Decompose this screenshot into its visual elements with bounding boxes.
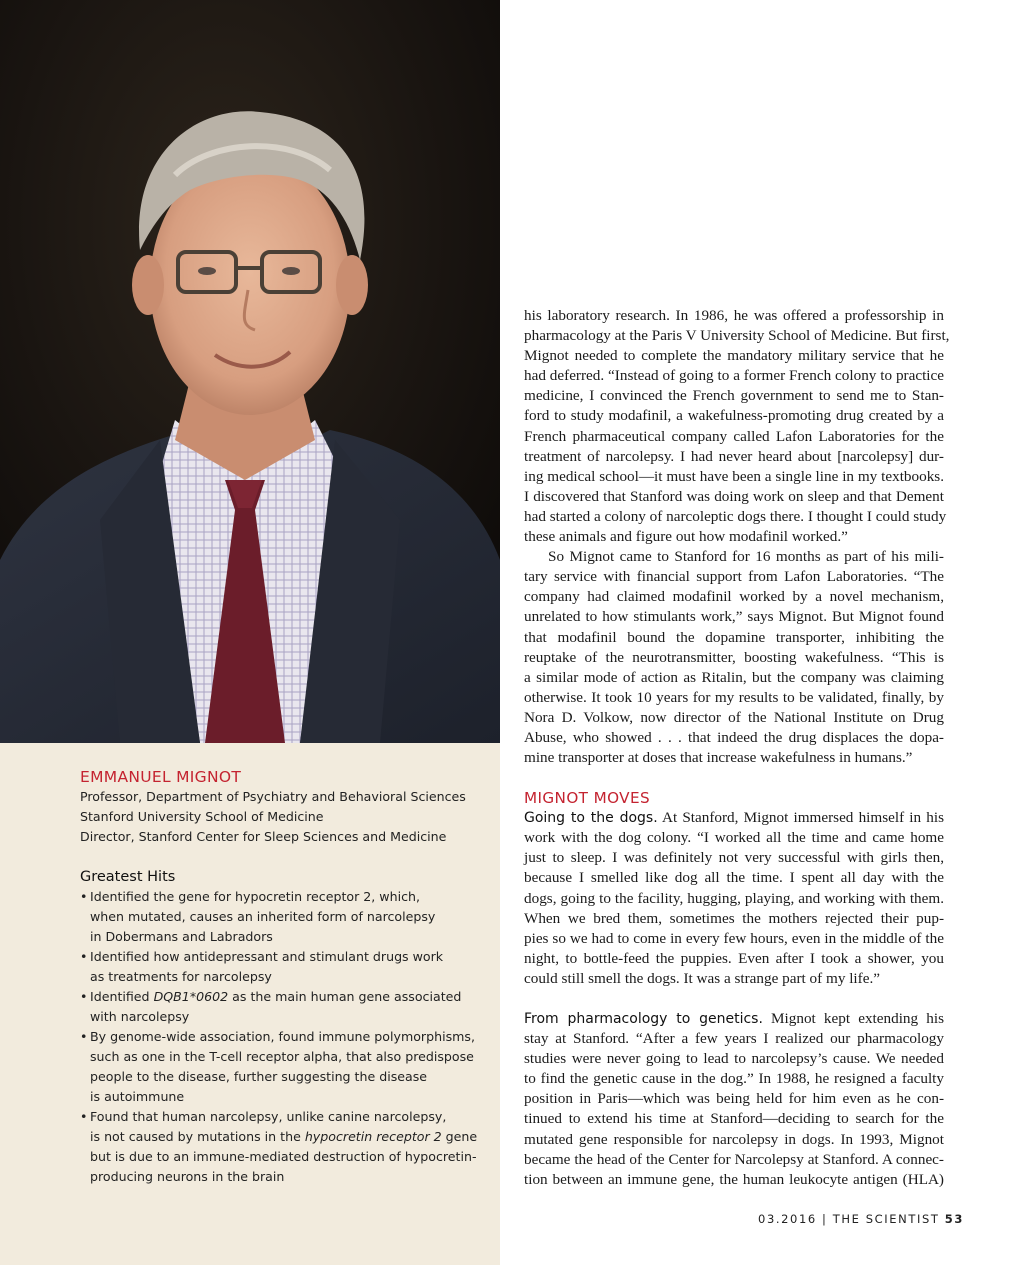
hit-item-continued: people to the disease, further suggesting the disease [90, 1069, 428, 1084]
text-line: ing medical school—it must have been a single line in my textbooks. [524, 467, 944, 485]
hit-item-continued: when mutated, causes an inherited form of narcolepsy [90, 909, 436, 924]
article-column [524, 306, 950, 1190]
text-line: became the head of the Center for Narcolepsy at Stanford. A connec- [524, 1150, 944, 1168]
text-line: because I smelled like dog all the time. I spent all day with the [524, 869, 944, 887]
text-line: tary service with financial support from Lafon Laboratories. “The [524, 568, 944, 586]
subsection-pharmacology-to-genetics [524, 1029, 944, 1190]
text-line: unrelated to how stimulants work,” says Mignot. But Mignot found [524, 608, 944, 626]
text-line: Nora D. Volkow, now director of the National Institute on Drug [524, 708, 944, 726]
text-line: work with the dog colony. “I worked all the time and came home [524, 829, 944, 847]
text-line: had deferred. “Instead of going to a former French colony to practice [524, 367, 944, 385]
text-line: his laboratory research. In 1986, he was offered a professorship in [524, 307, 944, 324]
profile-role: Director, Stanford Center for Sleep Sciences and Medicine [80, 829, 447, 844]
hit-item: • Identified the gene for hypocretin receptor 2, which, [80, 887, 480, 907]
portrait-photo [0, 0, 500, 743]
hit-item-continued: in Dobermans and Labradors [90, 929, 273, 944]
page-number: 53 [944, 1212, 964, 1226]
text-line: otherwise. It took 10 years for my results to be validated, finally, by [524, 688, 944, 706]
text-line: pharmacology at the Paris V University School of Medicine. But first, [524, 327, 950, 345]
text-line: night, to bottle-feed the puppies. Even after I took a shower, you [524, 949, 944, 967]
portrait-illustration [0, 0, 500, 743]
text-line: From pharmacology to genetics. Mignot kept extending his [524, 1010, 944, 1027]
hit-item: • Identified how antidepressant and stimulant drugs work [80, 947, 480, 967]
bullet-icon: • [80, 1109, 88, 1124]
bullet-icon: • [80, 949, 88, 964]
text-line: tion between an immune gene, the human leukocyte antigen (HLA) [524, 1170, 944, 1188]
text-line: these animals and figure out how modafinil worked.” [524, 528, 848, 546]
gene-name: DQB1*0602 [153, 989, 229, 1004]
hit-item-continued: as treatments for narcolepsy [90, 969, 272, 984]
text-line: French pharmaceutical company called Lafon Laboratories for the [524, 427, 944, 445]
text-line: tinued to extend his time at Stanford—deciding to search for the [524, 1110, 944, 1128]
text-line: I discovered that Stanford was doing work on sleep and that Dement [524, 487, 944, 505]
text-line: mine transporter at doses that increase wakefulness in humans.” [524, 749, 913, 767]
text-line: Mignot needed to complete the mandatory military service that he [524, 347, 944, 365]
text-line: position in Paris—which was being held for him even as he con- [524, 1090, 944, 1108]
hit-item-continued: with narcolepsy [90, 1009, 190, 1024]
text-line: Going to the dogs. At Stanford, Mignot immersed himself in his [524, 809, 945, 827]
text-line: reuptake of the neurotransmitter, boosting wakefulness. “This is [524, 648, 944, 666]
hit-item-continued: but is due to an immune-mediated destruction of hypocretin- [90, 1149, 477, 1164]
profile-role: Professor, Department of Psychiatry and Behavioral Sciences [80, 789, 466, 804]
text-line: company had claimed modafinil worked by a novel mechanism, [524, 588, 944, 606]
hit-item: • Found that human narcolepsy, unlike canine narcolepsy, [80, 1107, 480, 1127]
hit-item-continued: producing neurons in the brain [90, 1169, 285, 1184]
subsection-going-to-the-dogs [524, 828, 944, 989]
text-line: just to sleep. I was definitely not very successful with girls then, [524, 849, 944, 867]
hit-item-continued: is autoimmune [90, 1089, 185, 1104]
profile-name: EMMANUEL MIGNOT [80, 768, 242, 786]
text-line: dogs, going to the facility, hugging, playing, and working with them. [524, 889, 944, 907]
text-line: ford to study modafinil, a wakefulness-promoting drug created by a [524, 407, 944, 425]
page-footer [758, 1212, 964, 1226]
text-line: Abuse, who showed . . . that indeed the drug displaces the dopa- [524, 728, 944, 746]
text-line: treatment of narcolepsy. I had never heard about [narcolepsy] dur- [524, 447, 944, 465]
text-line: had started a colony of narcoleptic dogs there. I thought I could study [524, 507, 947, 525]
text-line: a similar mode of action as Ritalin, but the company was claiming [524, 668, 944, 686]
text-line: could still smell the dogs. It was a strange part of my life.” [524, 969, 880, 987]
profile-role: Stanford University School of Medicine [80, 809, 324, 824]
bullet-icon: • [80, 889, 88, 904]
hit-item-continued: such as one in the T-cell receptor alpha, that also predispose [90, 1049, 474, 1064]
hit-item: • Identified DQB1*0602 as the main human gene associated [80, 987, 480, 1007]
profile-sidebar [0, 743, 500, 1265]
text-line: So Mignot came to Stanford for 16 months as part of his mili- [548, 548, 944, 566]
paragraph-1 [524, 306, 950, 547]
subsection-lead: Going to the dogs. [524, 810, 658, 827]
hit-item: • By genome-wide association, found immune polymorphisms, [80, 1027, 480, 1047]
greatest-hits-heading: Greatest Hits [80, 869, 176, 885]
section-heading: MIGNOT MOVES [524, 789, 650, 808]
text-line: When we bred them, sometimes the mothers rejected their pup- [524, 909, 944, 927]
text-line: medicine, I convinced the French government to send me to Stan- [524, 387, 944, 405]
text-line: that modafinil bound the dopamine transporter, inhibiting the [524, 628, 944, 646]
issue-label: 03.2016 | THE SCIENTIST [758, 1212, 945, 1226]
text-line: stay at Stanford. “After a few years I realized our pharmacology [524, 1030, 944, 1048]
bullet-icon: • [80, 989, 88, 1004]
greatest-hits-list [80, 887, 480, 1187]
bullet-icon: • [80, 1029, 88, 1044]
paragraph-2 [524, 547, 944, 768]
text-line: pies so we had to come in every few hours, even in the middle of the [524, 929, 944, 947]
text-line: mutated gene responsible for narcolepsy in dogs. In 1993, Mignot [524, 1130, 944, 1148]
text-line: studies were never going to lead to narcolepsy’s cause. We needed [524, 1050, 944, 1068]
text-line: to find the genetic cause in the dog.” In 1988, he resigned a faculty [524, 1070, 944, 1088]
hit-item-continued: is not caused by mutations in the hypocretin receptor 2 gene [90, 1129, 478, 1144]
subsection-lead: From pharmacology to genetics. [524, 1011, 763, 1027]
gene-name: hypocretin receptor 2 [304, 1129, 442, 1144]
